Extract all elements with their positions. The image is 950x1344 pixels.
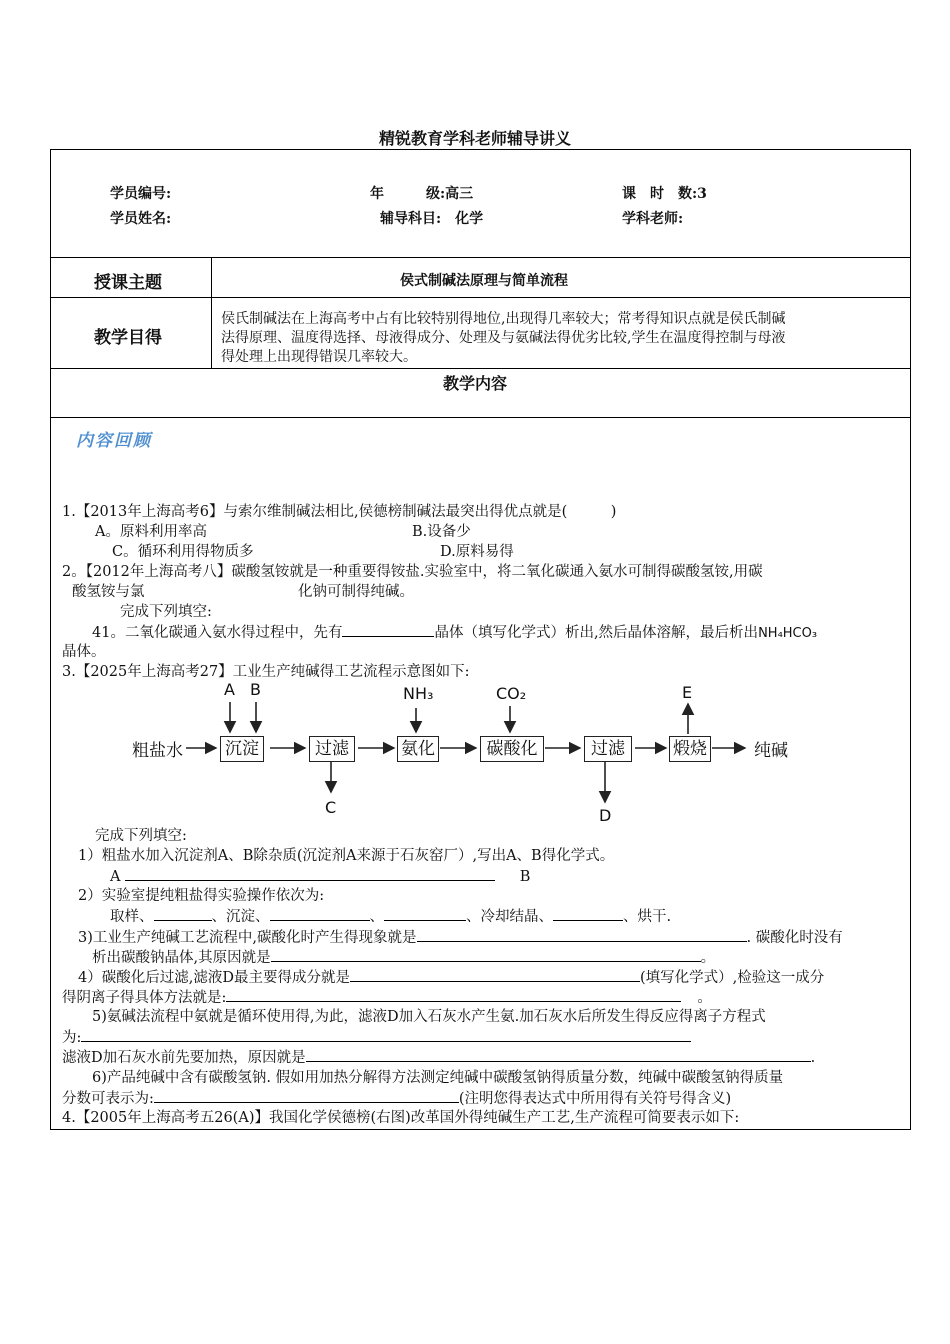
goal-text: 侯氏制碱法在上海高考中占有比较特别得地位,出现得几率较大；常考得知识点就是侯氏制碱 法得原理、温度得选择、母液得成分、处理及与氨碱法得优劣比较,学生在温度得控制与母液 得处理上出现得错误几率较大。 — [221, 311, 786, 365]
q2-line1: 2。【2012年上海高考八】碳酸氢铵就是一种重要得铵盐.实验室中，将二氧化碳通入氨水可制得碳酸氢铵,用碳 — [62, 564, 763, 580]
q2-line5: 晶体。 — [62, 644, 106, 660]
q4-stem: 4.【2005年上海高考五26(A)】我国化学侯德榜(右图)改革国外得纯碱生产工艺,生产流程可简要表示如下: — [62, 1110, 740, 1126]
q3-p4-line2: 得阴离子得具体方法就是: 。 — [62, 987, 712, 1008]
q3-fill: 完成下列填空: — [95, 828, 187, 844]
q1-option-d: D.原料易得 — [440, 544, 514, 560]
q1-option-c: C。循环利用得物质多 — [112, 544, 254, 560]
blank[interactable] — [154, 1088, 459, 1103]
q2-line3: 完成下列填空: — [120, 604, 212, 620]
flow-end: 纯碱 — [754, 741, 788, 761]
q3-p5-line2: 为: — [62, 1027, 691, 1048]
content-header: 教学内容 — [442, 374, 507, 393]
blank[interactable] — [306, 1047, 811, 1062]
blank[interactable] — [350, 967, 640, 982]
blank[interactable] — [417, 927, 747, 942]
flow-step-filter-1: 过滤 — [309, 736, 355, 762]
flow-start: 粗盐水 — [132, 741, 183, 761]
document-title: 精锐教育学科老师辅导讲义 — [378, 129, 571, 148]
flow-input-b: B — [250, 680, 261, 699]
q3-p3-line1: 3)工业生产纯碱工艺流程中,碳酸化时产生得现象就是 . 碳酸化时没有 — [78, 927, 843, 948]
review-title: 内容回顾 — [76, 431, 152, 451]
q3-p6-line2: 分数可表示为: (注明您得表达式中所用得有关符号得含义) — [62, 1088, 731, 1109]
q2-line2b: 化钠可制得纯碱。 — [298, 584, 414, 600]
q2-line4: 41。二氧化碳通入氨水得过程中，先有 晶体（填写化学式）析出,然后晶体溶解，最后析出NH₄HCO₃ — [92, 622, 817, 644]
topic-label: 授课主题 — [94, 273, 162, 293]
flow-step-calcine: 煅烧 — [669, 736, 711, 762]
flow-step-ammoniation: 氨化 — [397, 736, 439, 762]
teacher-label: 学科老师: — [622, 211, 684, 227]
goal-label: 教学目得 — [94, 328, 162, 348]
q3-stem: 3.【2025年上海高考27】工业生产纯碱得工艺流程示意图如下: — [62, 664, 470, 680]
subject-label: 辅导科目: 化学 — [380, 211, 484, 227]
flow-step-carbonation: 碳酸化 — [480, 736, 544, 762]
flow-input-a: A — [224, 680, 235, 699]
student-id-label: 学员编号: — [110, 186, 172, 202]
flow-input-co2: CO₂ — [496, 684, 527, 703]
flow-step-filter-2: 过滤 — [584, 736, 632, 762]
q3-p2: 2）实验室提纯粗盐得实验操作依次为: — [78, 888, 325, 904]
topic-value: 侯式制碱法原理与简单流程 — [400, 273, 568, 289]
q3-p1-answers: A B — [110, 866, 530, 887]
student-name-label: 学员姓名: — [110, 211, 172, 227]
flow-output-e: E — [682, 683, 693, 702]
q1-stem: 1.【2013年上海高考6】与索尔维制碱法相比,侯德榜制碱法最突出得优点就是( ) — [62, 504, 617, 520]
q3-p4-line1: 4）碳酸化后过滤,滤液D最主要得成分就是 (填写化学式）,检验这一成分 — [78, 967, 824, 988]
flow-input-nh3: NH₃ — [403, 684, 434, 703]
q1-option-a: A。原料利用率高 — [95, 524, 207, 540]
blank[interactable] — [154, 906, 212, 921]
blank[interactable] — [271, 947, 701, 962]
q3-p2-answers: 取样、 、沉淀、 、 、冷却结晶、 、烘干. — [110, 906, 671, 927]
q3-p3-line2: 析出碳酸钠晶体,其原因就是 。 — [92, 947, 715, 968]
flow-step-precipitate: 沉淀 — [220, 736, 264, 762]
hours-label: 课 时 数:3 — [622, 186, 707, 202]
blank[interactable] — [553, 906, 623, 921]
grade-label: 年 级:高三 — [370, 186, 474, 202]
q2-line2a: 酸氢铵与氯 — [72, 584, 145, 600]
blank[interactable] — [270, 906, 370, 921]
blank[interactable] — [226, 987, 681, 1002]
q3-p5-line1: 5)氨碱法流程中氨就是循环使用得,为此，滤液D加入石灰水产生氨.加石灰水后所发生得反应得离子方程式 — [92, 1009, 766, 1025]
flow-output-c: C — [325, 798, 337, 817]
flow-output-d: D — [599, 806, 612, 825]
blank[interactable] — [384, 906, 466, 921]
q1-option-b: B.设备少 — [412, 524, 471, 540]
q3-p5-line3: 滤液D加石灰水前先要加热，原因就是 . — [62, 1047, 815, 1068]
blank[interactable] — [81, 1027, 691, 1042]
q3-p6-line1: 6)产品纯碱中含有碳酸氢钠. 假如用加热分解得方法测定纯碱中碳酸氢钠得质量分数，纯碱中碳酸氢钠得质量 — [92, 1070, 784, 1086]
blank-a[interactable] — [125, 866, 495, 881]
q3-p1: 1）粗盐水加入沉淀剂A、B除杂质(沉淀剂A来源于石灰窑厂）,写出A、B得化学式。 — [78, 848, 615, 864]
